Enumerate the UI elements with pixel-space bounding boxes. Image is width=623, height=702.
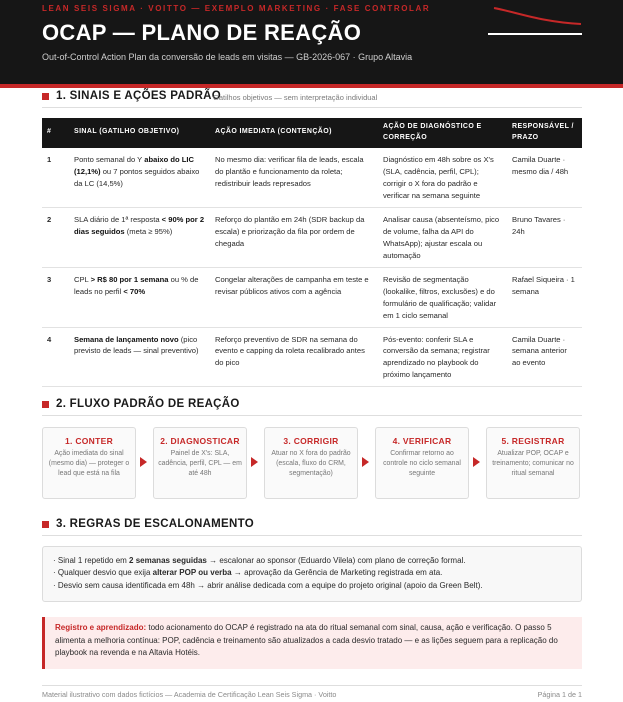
flow-step-title: 3. CORRIGIR	[283, 436, 339, 446]
column-header-owner: RESPONSÁVEL / PRAZO	[507, 118, 582, 148]
table-row	[42, 207, 582, 267]
signals-table	[42, 118, 582, 387]
flow-step-corrigir	[264, 427, 358, 499]
row-number: 2	[42, 207, 69, 267]
flow-step-desc: Atuar no X fora do padrão (escala, fluxo do CRM, segmentação)	[271, 450, 351, 478]
escalation-rule: · Qualquer desvio que exija alterar POP ou verba → aprovação da Gerência de Marketing registrada em ata.	[53, 568, 443, 578]
column-header-diagnosis: AÇÃO DE DIAGNÓSTICO E CORREÇÃO	[378, 118, 507, 148]
flow-arrow-icon	[473, 457, 480, 467]
column-header-action: AÇÃO IMEDIATA (CONTENÇÃO)	[210, 118, 378, 148]
diagnosis-cell: Diagnóstico em 48h sobre os X's (SLA, cadência, perfil, CPL); corrigir o X fora do padrão e verificar na semana seguinte	[378, 148, 507, 207]
flow-step-desc: Atualizar POP, OCAP e treinamento; comunicar no ritual semanal	[492, 450, 574, 478]
action-cell: No mesmo dia: verificar fila de leads, escala do plantão e funcionamento da roleta; redistribuir leads represados	[210, 148, 378, 207]
action-cell: Reforço do plantão em 24h (SDR backup da escala) e priorização da fila por ordem de chegada	[210, 207, 378, 267]
callout-text: todo acionamento do OCAP é registrado na ata do ritual semanal com sinal, causa, ação e verificação. O passo 5 alimenta a melhoria contínua: POP, cadência e treinamento são atualizados a cada desvio tratado — e as lições seguem para a replicação do playbook na revenda e na Altavia Hotéis.	[55, 623, 558, 658]
flow-step-desc: Ação imediata do sinal (mesmo dia) — proteger o lead que está na fila	[48, 450, 130, 478]
row-number: 1	[42, 148, 69, 207]
section-title: 3. REGRAS DE ESCALONAMENTO	[56, 518, 254, 530]
flow-step-title: 4. VERIFICAR	[392, 436, 452, 446]
header-kicker: LEAN SEIS SIGMA · VOITTO — EXEMPLO MARKETING · FASE CONTROLAR	[42, 4, 431, 13]
flow-arrow-icon	[251, 457, 258, 467]
flow-arrow-icon	[140, 457, 147, 467]
section-note: Gatilhos objetivos — sem interpretação individual	[213, 93, 378, 102]
table-header-row	[42, 118, 582, 148]
footer-disclaimer: Material ilustrativo com dados fictícios — Academia de Certificação Lean Seis Sigma · Voitto	[42, 690, 337, 699]
callout-label: Registro e aprendizado:	[55, 623, 147, 632]
owner-cell: Rafael Siqueira · 1 semana	[507, 267, 582, 327]
column-header-signal: SINAL (GATILHO OBJETIVO)	[69, 118, 210, 148]
owner-cell: Camila Duarte · mesmo dia / 48h	[507, 148, 582, 207]
flow-arrow-icon	[362, 457, 369, 467]
action-cell: Congelar alterações de campanha em teste e revisar públicos ativos com a agência	[210, 267, 378, 327]
flow-step-conter	[42, 427, 136, 499]
page-subtitle: Out-of-Control Action Plan da conversão de leads em visitas — GB-2026-067 · Grupo Altavia	[42, 52, 413, 62]
flow-step-verificar	[375, 427, 469, 499]
table-row	[42, 267, 582, 327]
page-number: Página 1 de 1	[537, 690, 582, 699]
table-row	[42, 148, 582, 207]
escalation-rule: · Desvio sem causa identificada em 48h → abrir análise dedicada com a equipe do projeto original (apoio da Green Belt).	[53, 580, 483, 590]
footer	[42, 690, 582, 699]
section-signals-header	[42, 88, 582, 108]
flow-step-desc: Painel de X's: SLA, cadência, perfil, CPL — em até 48h	[158, 450, 242, 478]
signal-cell: SLA diário de 1ª resposta < 90% por 2 dias seguidos (meta ≥ 95%)	[69, 207, 210, 267]
row-number: 3	[42, 267, 69, 327]
footer-divider	[42, 685, 582, 686]
section-escalation-header	[42, 516, 582, 536]
section-marker	[42, 93, 49, 100]
signal-cell: Semana de lançamento novo (pico previsto de leads — sinal preventivo)	[69, 327, 210, 387]
header-band	[0, 0, 623, 84]
column-header-num: #	[42, 118, 69, 148]
flow-step-title: 2. DIAGNOSTICAR	[160, 436, 240, 446]
section-flow-header	[42, 396, 582, 416]
page-title: OCAP — PLANO DE REAÇÃO	[42, 20, 362, 45]
escalation-rules-box	[42, 546, 582, 602]
table-row	[42, 327, 582, 387]
owner-cell: Camila Duarte · semana anterior ao evento	[507, 327, 582, 387]
diagnosis-cell: Analisar causa (absenteísmo, pico de volume, falha da API do WhatsApp); ajustar escala ou automação	[378, 207, 507, 267]
owner-cell: Bruno Tavares · 24h	[507, 207, 582, 267]
flow-step-title: 1. CONTER	[64, 436, 114, 446]
control-curve-logo	[486, 6, 586, 38]
flow-step-title: 5. REGISTRAR	[501, 436, 565, 446]
diagnosis-cell: Revisão de segmentação (lookalike, filtros, exclusões) e do formulário de qualificação; validar em 1 ciclo semanal	[378, 267, 507, 327]
action-cell: Reforço preventivo de SDR na semana do evento e capping da roleta recalibrado antes do pico	[210, 327, 378, 387]
section-title: 1. SINAIS E AÇÕES PADRÃO	[56, 90, 222, 102]
learning-callout	[42, 617, 582, 669]
signal-cell: Ponto semanal do Y abaixo do LIC (12,1%) ou 7 pontos seguidos abaixo da LC (14,5%)	[69, 148, 210, 207]
signal-cell: CPL > R$ 80 por 1 semana ou % de leads no perfil < 70%	[69, 267, 210, 327]
flow-step-desc: Confirmar retorno ao controle no ciclo semanal seguinte	[383, 450, 461, 478]
section-marker	[42, 521, 49, 528]
diagnosis-cell: Pós-evento: conferir SLA e conversão da semana; registrar aprendizado no playbook do próximo lançamento	[378, 327, 507, 387]
row-number: 4	[42, 327, 69, 387]
section-marker	[42, 401, 49, 408]
escalation-rule: · Sinal 1 repetido em 2 semanas seguidas → escalonar ao sponsor (Eduardo Vilela) com plano de correção formal.	[53, 556, 466, 565]
flow-step-diagnosticar	[153, 427, 247, 499]
section-title: 2. FLUXO PADRÃO DE REAÇÃO	[56, 398, 240, 410]
flow-step-registrar	[486, 427, 580, 499]
